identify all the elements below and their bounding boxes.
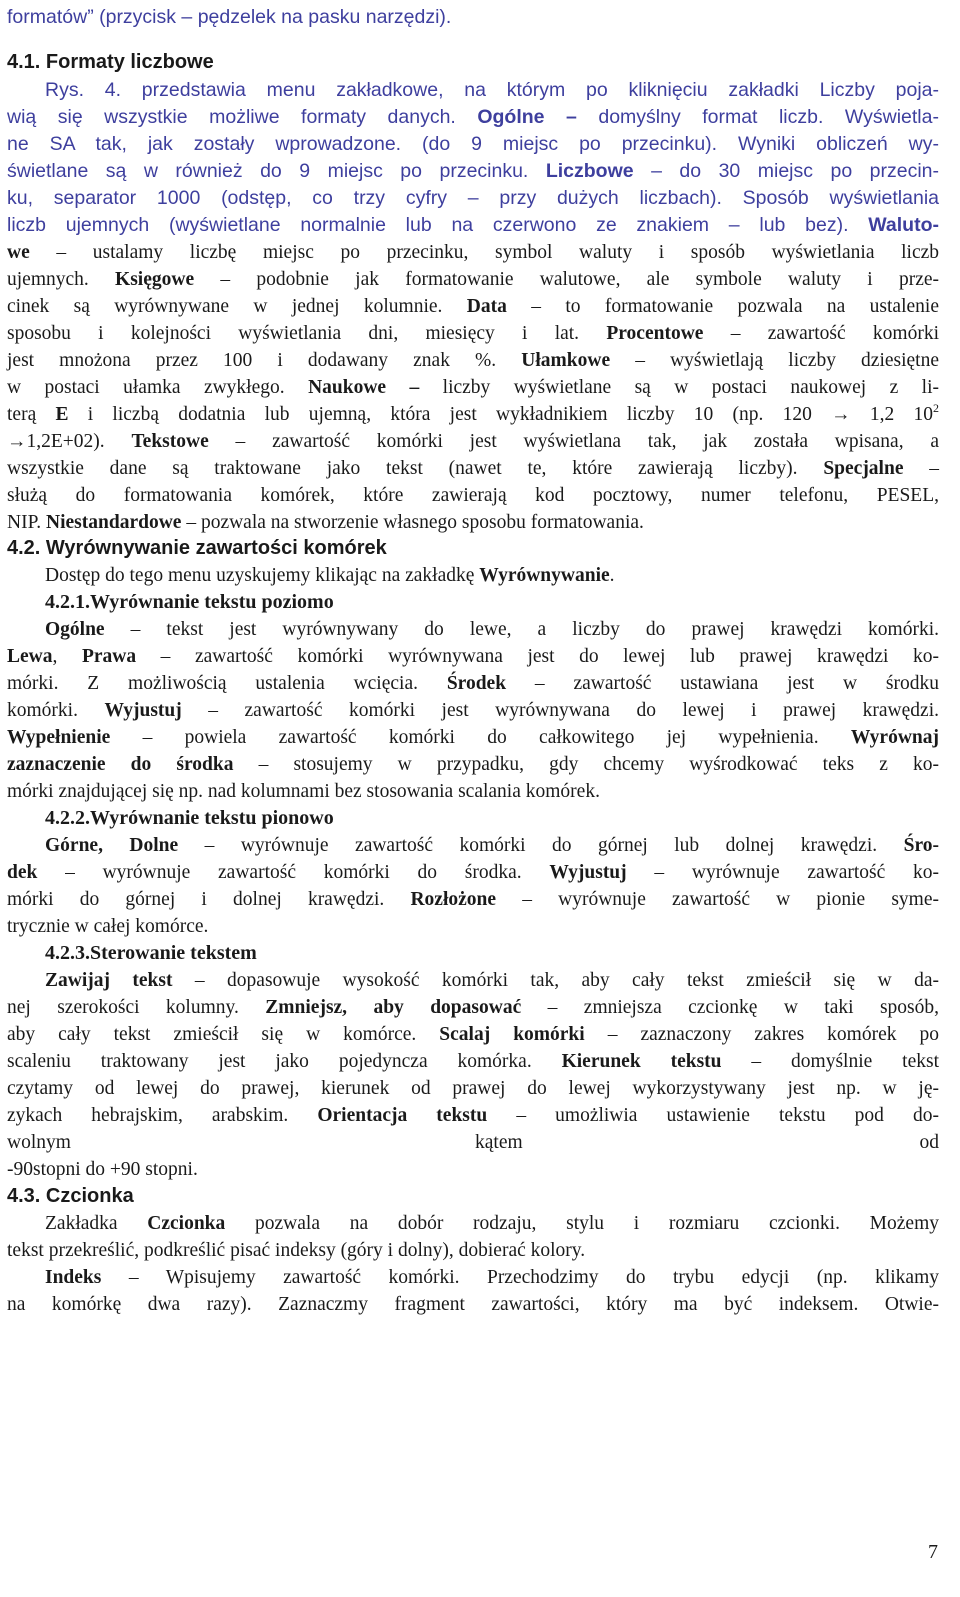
para-line: świetlane są w również do 9 miejsc po przecinku. Liczbowe – do 30 miejsc po przecin- xyxy=(7,160,940,182)
para-line: Rys. 4. przedstawia menu zakładkowe, na którym po kliknięciu zakładki Liczby poja- xyxy=(45,79,939,101)
para-line: Indeks – Wpisujemy zawartość komórki. Przechodzimy do trybu edycji (np. klikamy xyxy=(45,1267,939,1288)
para-line: ne SA tak, jak zostały wprowadzone. (do 9 miejsc po przecinku). Wyniki obliczeń wy- xyxy=(7,133,939,155)
heading-4-1: 4.1. Formaty liczbowe xyxy=(7,51,214,73)
para-line: zaznaczenie do środka – stosujemy w przypadku, gdy chcemy wyśrodkować teks z ko- xyxy=(7,754,939,775)
para-line: wią się wszystkie możliwe formaty danych. Ogólne – domyślny format liczb. Wyświetla- xyxy=(7,106,939,128)
para-line: jest mnożona przez 100 i dodawany znak %. Ułamkowe – wyświetlają liczby dziesiętne xyxy=(7,350,940,371)
para-line: scaleniu traktowany jest jako pojedyncza komórka. Kierunek tekstu – domyślnie tekst xyxy=(7,1051,939,1072)
para-line: Dostęp do tego menu uzyskujemy klikając na zakładkę Wyrównywanie. xyxy=(45,565,615,586)
heading-4-2: 4.2. Wyrównywanie zawartości komórek xyxy=(7,537,387,559)
para-line: Zakładka Czcionka pozwala na dobór rodzaju, stylu i rozmiaru czcionki. Możemy xyxy=(45,1213,939,1234)
heading-4-2-2: 4.2.2.Wyrównanie tekstu pionowo xyxy=(45,807,334,829)
para-line: Wypełnienie – powiela zawartość komórki do całkowitego jej wypełnienia. Wyrównaj xyxy=(7,727,939,748)
para-line: we – ustalamy liczbę miejsc po przecinku, symbol waluty i sposób wyświetlania liczb xyxy=(7,242,939,263)
para-line: mórki. Z możliwością ustalenia wcięcia. Środek – zawartość ustawiana jest w środku xyxy=(7,673,939,694)
para-line: w postaci ułamka zwykłego. Naukowe – liczby wyświetlane są w postaci naukowej z li- xyxy=(7,377,939,398)
para-line: tekst przekreślić, podkreślić pisać indeksy (góry i dolny), dobierać kolory. xyxy=(7,1240,586,1261)
para-line: zykach hebrajskim, arabskim. Orientacja tekstu – umożliwia ustawienie tekstu pod do- xyxy=(7,1105,939,1126)
top-line: formatów” (przycisk – pędzelek na pasku narzędzi). xyxy=(7,6,452,28)
para-line: ku, separator 1000 (odstęp, co trzy cyfry – przy dużych liczbach). Sposób wyświetlania xyxy=(7,187,939,209)
para-line: Zawijaj tekst – dopasowuje wysokość komórki tak, aby cały tekst zmieścił się w da- xyxy=(45,970,939,991)
para-line: Ogólne – tekst jest wyrównywany do lewe, a liczby do prawej krawędzi komórki. xyxy=(45,619,939,640)
word: od xyxy=(919,1132,939,1153)
heading-4-2-3: 4.2.3.Sterowanie tekstem xyxy=(45,942,257,964)
para-line: -90stopni do +90 stopni. xyxy=(7,1159,198,1180)
word: kątem xyxy=(475,1132,523,1153)
para-line: mórki znajdującej się np. nad kolumnami bez stosowania scalania komórek. xyxy=(7,781,600,802)
para-line: czytamy od lewej do prawej, kierunek od prawej do lewej wykorzystywany jest np. w ję- xyxy=(7,1078,939,1099)
para-line: sposobu i kolejności wyświetlania dni, miesięcy i lat. Procentowe – zawartość komórki xyxy=(7,323,939,344)
para-line: liczb ujemnych (wyświetlane normalnie lub na czerwono ze znakiem – lub bez). Waluto- xyxy=(7,214,939,236)
word: wolnym xyxy=(7,1132,71,1153)
para-line: ujemnych. Księgowe – podobnie jak formatowanie walutowe, ale symbole waluty i prze- xyxy=(7,269,940,290)
heading-4-3: 4.3. Czcionka xyxy=(7,1185,134,1207)
para-line: trycznie w całej komórce. xyxy=(7,916,209,937)
para-line: NIP. Niestandardowe – pozwala na stworzenie własnego sposobu formatowania. xyxy=(7,512,644,533)
para-line: terą E i liczbą dodatnia lub ujemną, która jest wykładnikiem liczby 10 (np. 120 → 1,2 $10^2$ xyxy=(7,401,939,425)
heading-4-2-1: 4.2.1.Wyrównanie tekstu poziomo xyxy=(45,591,334,613)
para-line: Lewa, Prawa – zawartość komórki wyrównywana jest do lewej lub prawej krawędzi ko- xyxy=(7,646,939,667)
para-line: nej szerokości kolumny. Zmniejsz, aby dopasować – zmniejsza czcionkę w taki sposób, xyxy=(7,997,940,1018)
page-number: 7 xyxy=(928,1541,938,1563)
para-line: wszystkie dane są traktowane jako tekst (nawet te, które zawierają liczby). Specjalne – xyxy=(7,458,940,479)
para-line: Górne, Dolne – wyrównuje zawartość komórki do górnej lub dolnej krawędzi. Śro- xyxy=(45,835,940,856)
para-line: służą do formatowania komórek, które zawierają kod pocztowy, numer telefonu, PESEL, xyxy=(7,485,939,506)
para-line: na komórkę dwa razy). Zaznaczmy fragment zawartości, który ma być indeksem. Otwie- xyxy=(7,1294,939,1315)
para-line: →1,2E+02). Tekstowe – zawartość komórki jest wyświetlana tak, jak została wpisana, a xyxy=(7,431,940,452)
para-line: komórki. Wyjustuj – zawartość komórki jest wyrównywana do lewej i prawej krawędzi. xyxy=(7,700,939,721)
para-line: mórki do górnej i dolnej krawędzi. Rozłożone – wyrównuje zawartość w pionie syme- xyxy=(7,889,939,910)
para-line: aby cały tekst zmieścił się w komórce. Scalaj komórki – zaznaczony zakres komórek po xyxy=(7,1024,939,1045)
para-line: dek – wyrównuje zawartość komórki do środka. Wyjustuj – wyrównuje zawartość ko- xyxy=(7,862,940,883)
para-line: cinek są wyrównywane w jednej kolumnie. Data – to formatowanie pozwala na ustalenie xyxy=(7,296,939,317)
